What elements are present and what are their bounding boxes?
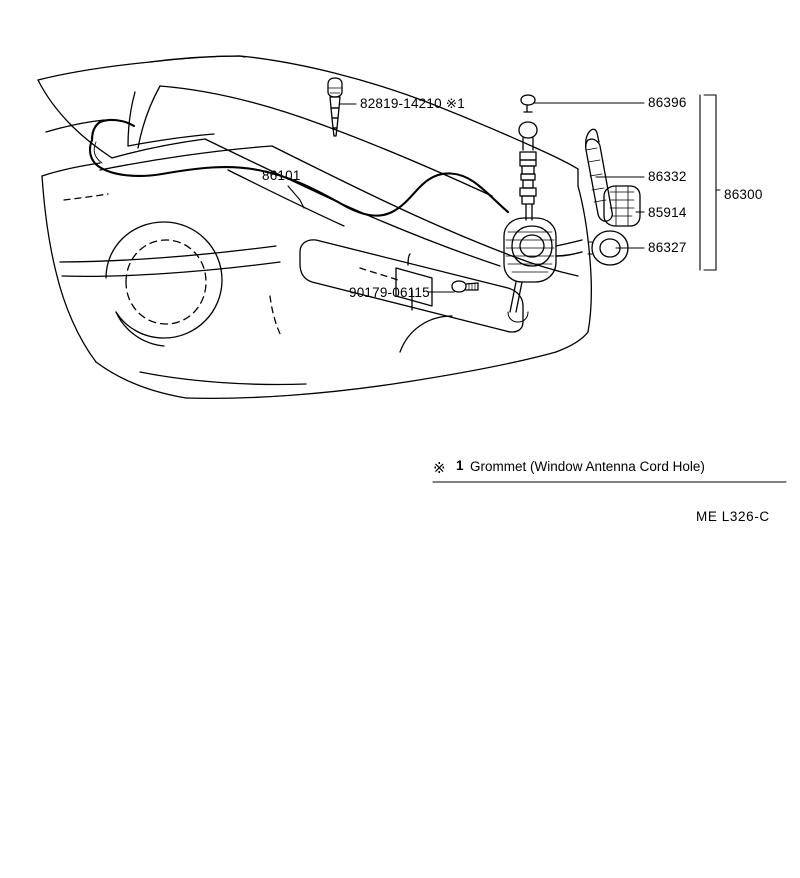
callout-86332: 86332 xyxy=(648,169,687,184)
callout-86300: 86300 xyxy=(724,187,763,202)
callout-86327: 86327 xyxy=(648,240,687,255)
car-body-outline xyxy=(38,56,591,398)
antenna-assembly xyxy=(504,95,640,322)
callout-90179-06115: 90179-06115 xyxy=(349,285,430,300)
callout-86101: 86101 xyxy=(262,168,301,183)
footnote-star-symbol: ※ xyxy=(433,460,446,477)
footnote-star-index: 1 xyxy=(456,458,464,473)
antenna-cord-inner xyxy=(94,142,102,163)
sheet-code: ME L326-C xyxy=(696,509,770,524)
screw-90179 xyxy=(452,281,478,292)
callout-86396: 86396 xyxy=(648,95,687,110)
footnote-label: Grommet (Window Antenna Cord Hole) xyxy=(470,459,705,474)
callout-82819-14210: 82819-14210 ※1 xyxy=(360,96,465,111)
callout-85914: 85914 xyxy=(648,205,687,220)
